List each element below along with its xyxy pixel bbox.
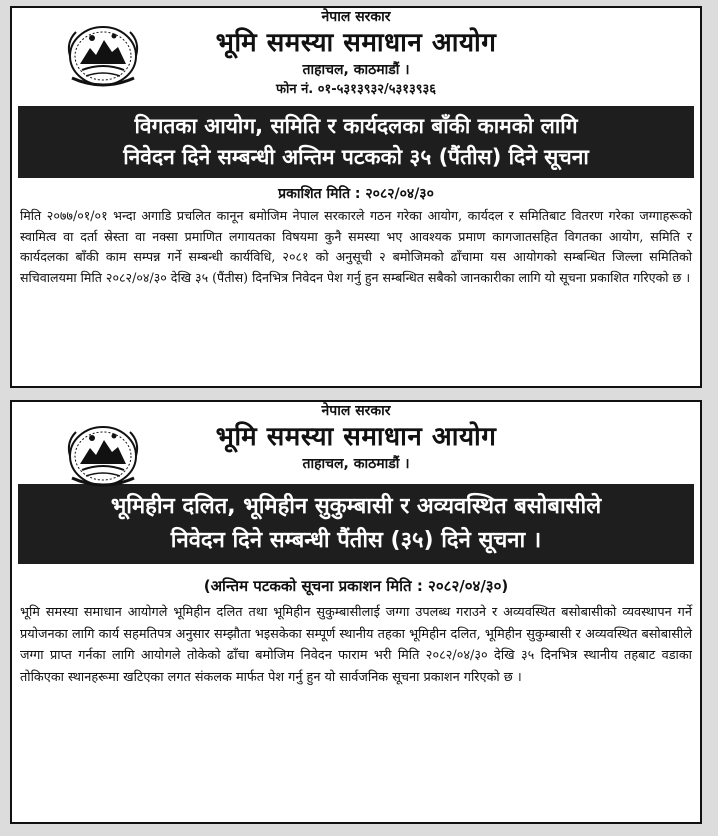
notice-title [18, 484, 694, 564]
phone-number: फोन नं. ०१-५३१३९३२/५३१३९३६ [275, 82, 437, 97]
nepal-government-emblem-icon [62, 20, 144, 90]
government-name: नेपाल सरकार [321, 9, 391, 25]
notice-title-line-1: भूमिहीन दलित, भूमिहीन सुकुम्बासी र अव्यवस्थित बसोबासीले [110, 494, 602, 519]
office-address: ताहाचल, काठमाडौं । [302, 62, 410, 78]
published-date: प्रकाशित मिति : २०८२/०४/३० [278, 186, 434, 202]
commission-name: भूमि समस्या समाधान आयोग [215, 28, 497, 58]
notice-header [12, 402, 700, 474]
notice-past-committees [10, 6, 702, 388]
notice-landless-settlers [10, 400, 702, 824]
notice-title-line-2: निवेदन दिने सम्बन्धी अन्तिम पटकको ३५ (पैंतीस) दिने सूचना [123, 145, 589, 169]
notice-body: मिति २०७७/०१/०१ भन्दा अगाडि प्रचलित कानून बमोजिम नेपाल सरकारले गठन गरेका आयोग, कार्यदल र समितिबाट वितरण गरेका जग्गाहरूको स्वामित्व वा दर्ता स्रेस्ता वा नक्सा प्रमाणित लगायतका विषयमा कुनै समस्या भए आवश्यक प्रमाण कागजातसहित विगतका आयोग, समिति र कार्यदलका बाँकी काम सम्पन्न गर्ने सम्बन्धी कार्यविधि, २०८१ को अनुसूची २ बमोजिमको ढाँचामा यस आयोगको सम्बन्धित जिल्ला समितिको सचिवालयमा मिति २०८२/०४/३० देखि ३५ (पैंतीस) दिनभित्र निवेदन पेश गर्नु हुन सम्बन्धित सबैको जानकारीका लागि यो सूचना प्रकाशित गरिएको छ । [20, 208, 692, 285]
notice-title-line-1: विगतका आयोग, समिति र कार्यदलका बाँकी कामको लागि [134, 114, 578, 138]
nepal-government-emblem-icon [62, 420, 144, 490]
notice-body: भूमि समस्या समाधान आयोगले भूमिहीन दलित तथा भूमिहीन सुकुम्बासीलाई जग्गा उपलब्ध गराउने र अव्यवस्थित बसोबासीको व्यवस्थापन गर्ने प्रयोजनका लागि कार्य सहमतिपत्र अनुसार सम्झौता भइसकेका सम्पूर्ण स्थानीय तहका भूमिहीन दलित, भूमिहीन सुकुम्बासी र अव्यवस्थित बसोबासीले जग्गा प्राप्त गर्नका लागि आयोगले तोकेको ढाँचा बमोजिम निवेदन फाराम भरी मिति २०८२/०४/३० देखि ३५ दिनभित्र स्थानीय तहबाट वडाका तोकिएका स्थानहरूमा खटिएका लगत संकलक मार्फत पेश गर्नु हुन यो सार्वजनिक सूचना प्रकाशन गरिएको छ । [20, 605, 692, 685]
notice-title [18, 106, 694, 178]
office-address: ताहाचल, काठमाडौं । [302, 456, 410, 472]
published-date: (अन्तिम पटकको सूचना प्रकाशन मिति : २०८२/०४/३०) [203, 577, 509, 595]
notice-header [12, 8, 700, 100]
notice-title-line-2: निवेदन दिने सम्बन्धी पैंतीस (३५) दिने सूचना । [170, 528, 542, 553]
commission-name: भूमि समस्या समाधान आयोग [215, 422, 497, 452]
government-name: नेपाल सरकार [321, 403, 391, 419]
